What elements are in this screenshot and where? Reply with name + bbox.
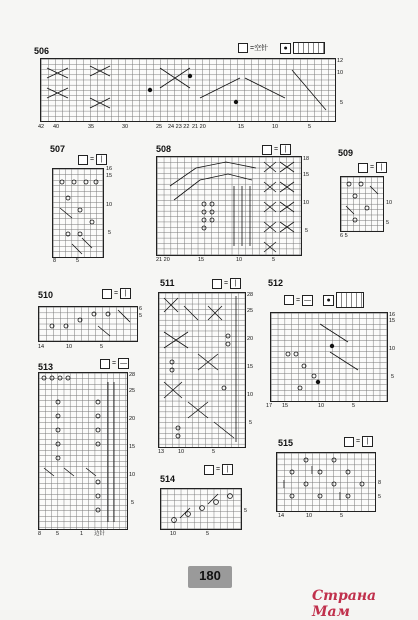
tick-511-x-10: 10 bbox=[178, 449, 185, 455]
chart-512-marks bbox=[270, 312, 386, 400]
chart-515-marks bbox=[276, 452, 374, 510]
tick-506-x-42: 42 bbox=[38, 124, 45, 130]
bobble-diagram-icon bbox=[336, 292, 364, 308]
chart-506-legend bbox=[238, 42, 325, 54]
chart-515-legend: = | bbox=[344, 436, 373, 447]
tick-511-x-13: 13 bbox=[158, 449, 165, 455]
chart-507-label: 507 bbox=[50, 144, 66, 154]
tick-512-x-15: 15 bbox=[282, 403, 289, 409]
chart-513-marks bbox=[38, 372, 126, 528]
tick-506-x-24-22: 24 23 22 bbox=[168, 124, 190, 130]
purl-symbol-icon: | bbox=[120, 288, 131, 299]
site-watermark: Страна Мам bbox=[312, 588, 377, 620]
tick-512-x-17: 17 bbox=[266, 403, 273, 409]
tick-513-y-10: 10 bbox=[129, 472, 136, 478]
chart-515-label: 515 bbox=[278, 438, 294, 448]
chart-512-legend: = — ● bbox=[284, 292, 364, 308]
chart-513-legend: = — bbox=[100, 358, 129, 369]
tick-510-x-14: 14 bbox=[38, 344, 45, 350]
tick-513-y-20: 20 bbox=[129, 416, 136, 422]
chart-510-marks bbox=[38, 306, 136, 340]
tick-506-y-5: 5 bbox=[340, 100, 344, 106]
legend-506-text: =空针 bbox=[250, 45, 269, 52]
page-number: 180 bbox=[199, 568, 221, 583]
tick-511-y-15: 15 bbox=[247, 364, 254, 370]
edge-stitch-note: 边针 bbox=[94, 531, 106, 537]
tick-512-x-10: 10 bbox=[318, 403, 325, 409]
tick-512-y-5: 5 bbox=[391, 374, 395, 380]
blank-cell-icon bbox=[204, 465, 214, 475]
tick-512-y-16: 16 bbox=[389, 312, 396, 318]
purl-symbol-icon: | bbox=[376, 162, 387, 173]
chart-511-label: 511 bbox=[160, 278, 175, 288]
tick-508-x-10: 10 bbox=[236, 257, 243, 263]
blank-cell-icon bbox=[344, 437, 354, 447]
chart-508-marks bbox=[156, 156, 300, 254]
tick-510-y-6: 6 bbox=[139, 306, 143, 312]
tick-507-y-16: 16 bbox=[106, 166, 113, 172]
purl-symbol-icon: | bbox=[362, 436, 373, 447]
chart-510-legend: = | bbox=[102, 288, 131, 299]
tick-508-y-10: 10 bbox=[303, 200, 310, 206]
tick-506-x-10: 10 bbox=[272, 124, 279, 130]
tick-507-x-5: 5 bbox=[76, 258, 80, 264]
purl-symbol-icon: | bbox=[230, 278, 241, 289]
tick-506-x-30: 30 bbox=[122, 124, 129, 130]
chart-514-label: 514 bbox=[160, 474, 176, 484]
chart-509-legend: = | bbox=[358, 162, 387, 173]
tick-513-x-5a: 5 bbox=[56, 531, 60, 537]
tick-506-x-25: 25 bbox=[156, 124, 163, 130]
blank-cell-icon bbox=[78, 155, 88, 165]
blank-cell-icon bbox=[284, 295, 294, 305]
chart-509-label: 509 bbox=[338, 148, 354, 158]
bobble-diagram-icon bbox=[293, 42, 325, 54]
tick-509-x-6-5: 6 5 bbox=[340, 233, 348, 239]
chart-507-marks bbox=[52, 168, 102, 256]
tick-507-y-10: 10 bbox=[106, 202, 113, 208]
tick-507-x-8: 8 bbox=[53, 258, 57, 264]
tick-509-y-5: 5 bbox=[386, 220, 390, 226]
tick-511-y-28: 28 bbox=[247, 292, 254, 298]
bobble-symbol-icon: ● bbox=[280, 43, 291, 54]
tick-513-x-8: 8 bbox=[38, 531, 42, 537]
tick-506-x-5: 5 bbox=[308, 124, 312, 130]
chart-514-marks bbox=[160, 488, 240, 528]
tick-511-y-25: 25 bbox=[247, 308, 254, 314]
tick-514-x-10: 10 bbox=[170, 531, 177, 537]
tick-513-y-5: 5 bbox=[131, 500, 135, 506]
bobble-symbol-icon: ● bbox=[323, 295, 334, 306]
chart-509-marks bbox=[340, 176, 382, 230]
purl-symbol-icon: | bbox=[280, 144, 291, 155]
tick-511-y-10: 10 bbox=[247, 392, 254, 398]
tick-508-x-15: 15 bbox=[198, 257, 205, 263]
chart-514-legend: = | bbox=[204, 464, 233, 475]
blank-cell-icon bbox=[100, 359, 110, 369]
chart-506-marks bbox=[40, 58, 334, 120]
tick-506-y-12: 12 bbox=[337, 58, 344, 64]
tick-506-x-40: 40 bbox=[53, 124, 60, 130]
chart-506-label: 506 bbox=[34, 46, 50, 56]
tick-510-y-5: 5 bbox=[139, 313, 143, 319]
tick-513-y-25: 25 bbox=[129, 388, 136, 394]
tick-508-x-21-20: 21 20 bbox=[156, 257, 170, 263]
tick-512-y-10: 10 bbox=[389, 346, 396, 352]
chart-508-label: 508 bbox=[156, 144, 172, 154]
chart-513-label: 513 bbox=[38, 362, 54, 372]
purl-symbol-icon: | bbox=[96, 154, 107, 165]
tick-508-y-15: 15 bbox=[303, 172, 310, 178]
chart-510-label: 510 bbox=[38, 290, 54, 300]
tick-506-y-10: 10 bbox=[337, 70, 344, 76]
blank-cell-icon bbox=[238, 43, 248, 53]
tick-511-y-5: 5 bbox=[249, 420, 253, 426]
tick-511-x-5: 5 bbox=[212, 449, 216, 455]
purl-symbol-icon: | bbox=[222, 464, 233, 475]
blank-cell-icon bbox=[102, 289, 112, 299]
tick-512-x-5: 5 bbox=[352, 403, 356, 409]
chart-512-label: 512 bbox=[268, 278, 284, 288]
tick-511-y-20: 20 bbox=[247, 336, 254, 342]
tick-508-y-18: 18 bbox=[303, 156, 310, 162]
chart-511-legend: = | bbox=[212, 278, 241, 289]
tick-514-x-5: 5 bbox=[206, 531, 210, 537]
tick-507-y-5: 5 bbox=[108, 230, 112, 236]
tick-512-y-15: 15 bbox=[389, 318, 396, 324]
tick-513-x-1a: 1 bbox=[80, 531, 84, 537]
chart-508-legend: = | bbox=[262, 144, 291, 155]
tick-506-x-21-20: 21 20 bbox=[192, 124, 206, 130]
tick-515-y-8: 8 bbox=[378, 480, 382, 486]
tick-509-y-10: 10 bbox=[386, 200, 393, 206]
chart-511-marks bbox=[158, 292, 244, 446]
blank-cell-icon bbox=[358, 163, 368, 173]
tick-506-x-15: 15 bbox=[238, 124, 245, 130]
tick-515-x-10: 10 bbox=[306, 513, 313, 519]
tick-506-x-35: 35 bbox=[88, 124, 95, 130]
blank-cell-icon bbox=[262, 145, 272, 155]
tick-513-y-28: 28 bbox=[129, 372, 136, 378]
tick-515-y-5: 5 bbox=[378, 494, 382, 500]
tick-508-y-5: 5 bbox=[305, 228, 309, 234]
tick-507-y-15: 15 bbox=[106, 173, 113, 179]
blank-cell-icon bbox=[212, 279, 222, 289]
knit-dash-symbol-icon: — bbox=[120, 360, 128, 367]
tick-508-x-5: 5 bbox=[272, 257, 276, 263]
tick-515-x-14: 14 bbox=[278, 513, 285, 519]
knit-dash-symbol-icon: — bbox=[304, 296, 312, 304]
tick-510-x-5: 5 bbox=[100, 344, 104, 350]
tick-514-y-5: 5 bbox=[244, 508, 248, 514]
tick-513-y-15: 15 bbox=[129, 444, 136, 450]
tick-515-x-5: 5 bbox=[340, 513, 344, 519]
chart-507-legend: = | bbox=[78, 154, 107, 165]
tick-510-x-10: 10 bbox=[66, 344, 73, 350]
